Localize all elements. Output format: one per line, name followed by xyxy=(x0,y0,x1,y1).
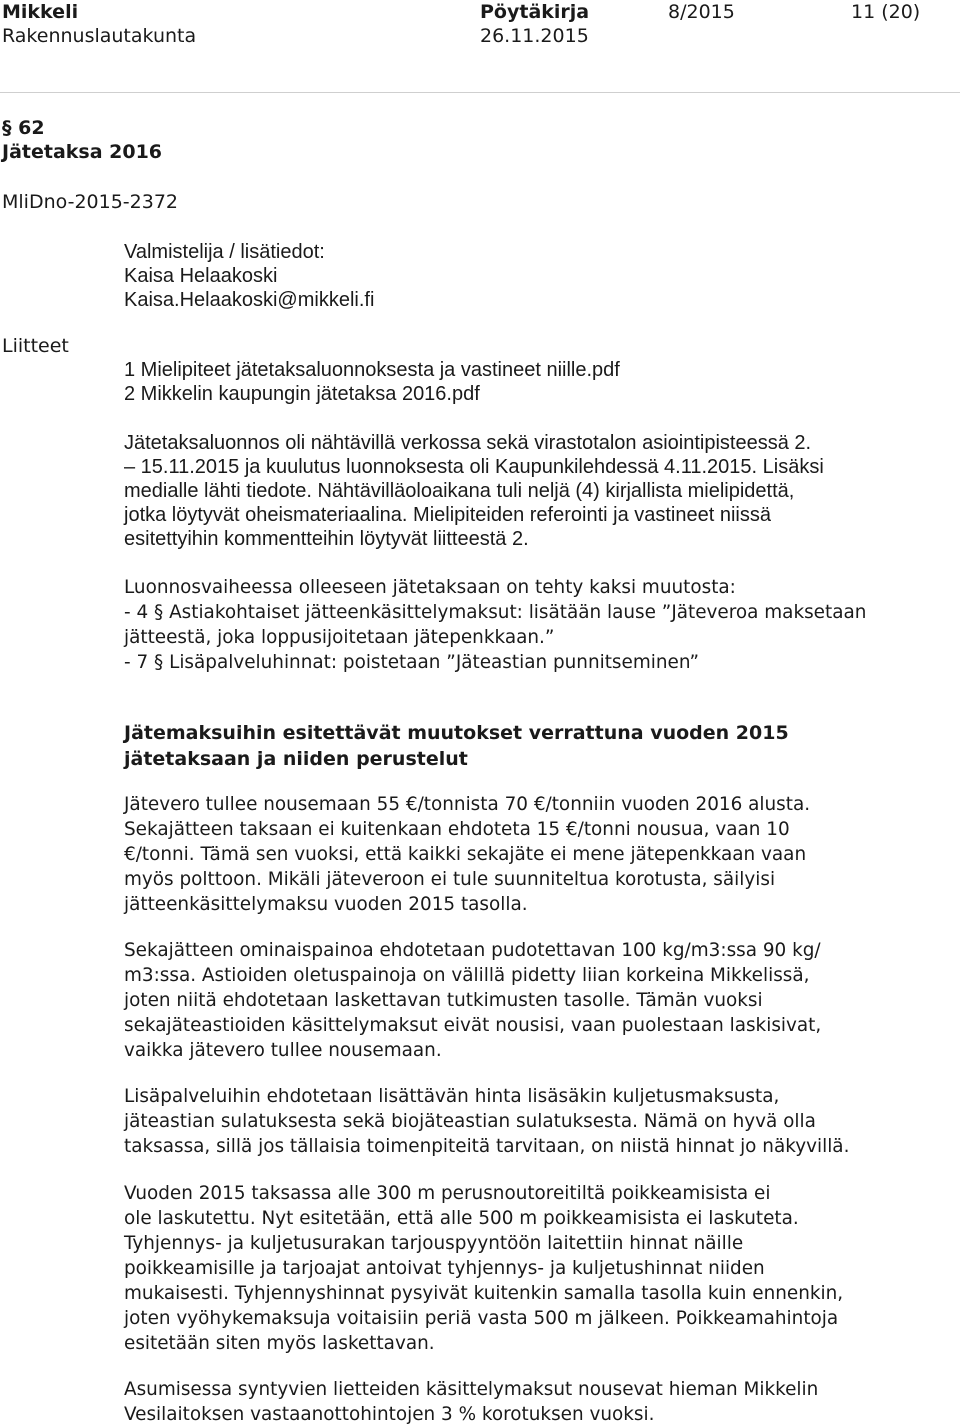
org-name: Mikkeli xyxy=(2,1,79,23)
changes-paragraph xyxy=(124,575,954,675)
text-line: Vuoden 2015 taksassa alle 300 m perusnoutoreitiltä poikkeamisista ei xyxy=(124,1183,771,1204)
text-line: ole laskutettu. Nyt esitetään, että alle 500 m poikkeamisista ei laskuteta. xyxy=(124,1208,799,1229)
text-line: Tyhjennys- ja kuljetusurakan tarjouspyyntöön laitettiin hinnat näille xyxy=(124,1233,744,1254)
page-header xyxy=(0,0,960,50)
preparer-block xyxy=(124,240,954,312)
text-line: myös polttoon. Mikäli jäteveroon ei tule suunniteltua korotusta, säilyisi xyxy=(124,869,776,890)
paragraph-waste-tax xyxy=(124,792,954,917)
text-line: esitetään siten myös laskettavan. xyxy=(124,1333,435,1354)
meeting-date: 26.11.2015 xyxy=(480,25,589,47)
issue-number: 8/2015 xyxy=(668,1,735,23)
section-title: Jätetaksa 2016 xyxy=(2,141,163,163)
section-number-value: 62 xyxy=(18,117,45,139)
attachment-item[interactable]: 1 Mielipiteet jätetaksaluonnoksesta ja vastineet niille.pdf xyxy=(124,359,620,381)
text-line: poikkeamisille ja tarjoajat antoivat tyhjennys- ja kuljetushinnat niiden xyxy=(124,1258,765,1279)
text-line: Sekajätteen taksaan ei kuitenkaan ehdoteta 15 €/tonni nousua, vaan 10 xyxy=(124,819,790,840)
paragraph-extra-services xyxy=(124,1084,954,1159)
subsection-heading xyxy=(124,720,954,772)
text-line: Vesilaitoksen vastaanottohintojen 3 % korotuksen vuoksi. xyxy=(124,1404,655,1425)
attachments-list xyxy=(124,358,954,406)
intro-paragraph xyxy=(124,431,954,551)
header-divider xyxy=(0,92,960,93)
text-line: esitettyihin kommentteihin löytyvät liitteestä 2. xyxy=(124,528,529,550)
paragraph-route-deviations xyxy=(124,1181,954,1356)
text-line: taksassa, sillä jos tällaisia toimenpiteitä tarvitaan, on niistä hinnat jo näkyvillä. xyxy=(124,1136,850,1157)
text-line: jäteastian sulatuksesta sekä biojäteastian sulatuksesta. Nämä on hyvä olla xyxy=(124,1111,816,1132)
text-line: - 7 § Lisäpalveluhinnat: poistetaan ”Jäteastian punnitseminen” xyxy=(124,652,700,673)
text-line: - 4 § Astiakohtaiset jätteenkäsittelymaksut: lisätään lause ”Jäteveroa maksetaan xyxy=(124,602,867,623)
page-number: 11 (20) xyxy=(851,1,921,23)
diary-number: MliDno-2015-2372 xyxy=(2,191,179,213)
text-line: Jätetaksaluonnos oli nähtävillä verkossa sekä virastotalon asiointipisteessä 2. xyxy=(124,432,812,454)
text-line: joten vyöhykemaksuja voitaisiin periä vasta 500 m jälkeen. Poikkeamahintoja xyxy=(124,1308,839,1329)
text-line: jätteenkäsittelymaksu vuoden 2015 tasolla. xyxy=(124,894,528,915)
preparer-label: Valmistelija / lisätiedot: xyxy=(124,241,325,263)
text-line: jotka löytyvät oheismateriaalina. Mielipiteiden referointi ja vastineet niissä xyxy=(124,504,771,526)
text-line: medialle lähti tiedote. Nähtävilläoloaikana tuli neljä (4) kirjallista mielipidettä, xyxy=(124,480,795,502)
document-type: Pöytäkirja xyxy=(480,1,590,23)
text-line: m3:ssa. Astioiden oletuspainoja on välillä pidetty liian korkeina Mikkelissä, xyxy=(124,965,810,986)
text-line: Lisäpalveluihin ehdotetaan lisättävän hinta lisäsäkin kuljetusmaksusta, xyxy=(124,1086,780,1107)
section-symbol: § xyxy=(2,117,12,139)
preparer-email: Kaisa.Helaakoski@mikkeli.fi xyxy=(124,289,375,311)
section-number xyxy=(2,116,45,141)
text-line: Jätevero tullee nousemaan 55 €/tonnista 70 €/tonniin vuoden 2016 alusta. xyxy=(124,794,811,815)
text-line: – 15.11.2015 ja kuulutus luonnoksesta oli Kaupunkilehdessä 4.11.2015. Lisäksi xyxy=(124,456,824,478)
preparer-name: Kaisa Helaakoski xyxy=(124,265,278,287)
heading-line: jätetaksaan ja niiden perustelut xyxy=(124,748,468,770)
text-line: Sekajätteen ominaispainoa ehdotetaan pudotettavan 100 kg/m3:ssa 90 kg/ xyxy=(124,940,821,961)
text-line: sekajäteastioiden käsittelymaksut eivät nousisi, vaan puolestaan laskisivat, xyxy=(124,1015,822,1036)
text-line: joten niitä ehdotetaan laskettavan tutkimusten tasolle. Tämän vuoksi xyxy=(124,990,763,1011)
text-line: mukaisesti. Tyhjennyshinnat pysyivät kuitenkin samalla tasolla kuin ennenkin, xyxy=(124,1283,844,1304)
attachment-item[interactable]: 2 Mikkelin kaupungin jätetaksa 2016.pdf xyxy=(124,383,480,405)
text-line: jätteestä, joka loppusijoitetaan jätepenkkaan.” xyxy=(124,627,555,648)
board-name: Rakennuslautakunta xyxy=(2,25,197,47)
text-line: €/tonni. Tämä sen vuoksi, että kaikki sekajäte ei mene jätepenkkaan vaan xyxy=(124,844,807,865)
text-line: vaikka jätevero tullee nousemaan. xyxy=(124,1040,442,1061)
paragraph-specific-weight xyxy=(124,938,954,1063)
text-line: Luonnosvaiheessa olleeseen jätetaksaan on tehty kaksi muutosta: xyxy=(124,577,736,598)
attachments-label: Liitteet xyxy=(2,335,69,357)
heading-line: Jätemaksuihin esitettävät muutokset verrattuna vuoden 2015 xyxy=(124,722,789,744)
text-line: Asumisessa syntyvien lietteiden käsittelymaksut nousevat hieman Mikkelin xyxy=(124,1379,819,1400)
paragraph-sludge xyxy=(124,1377,954,1427)
